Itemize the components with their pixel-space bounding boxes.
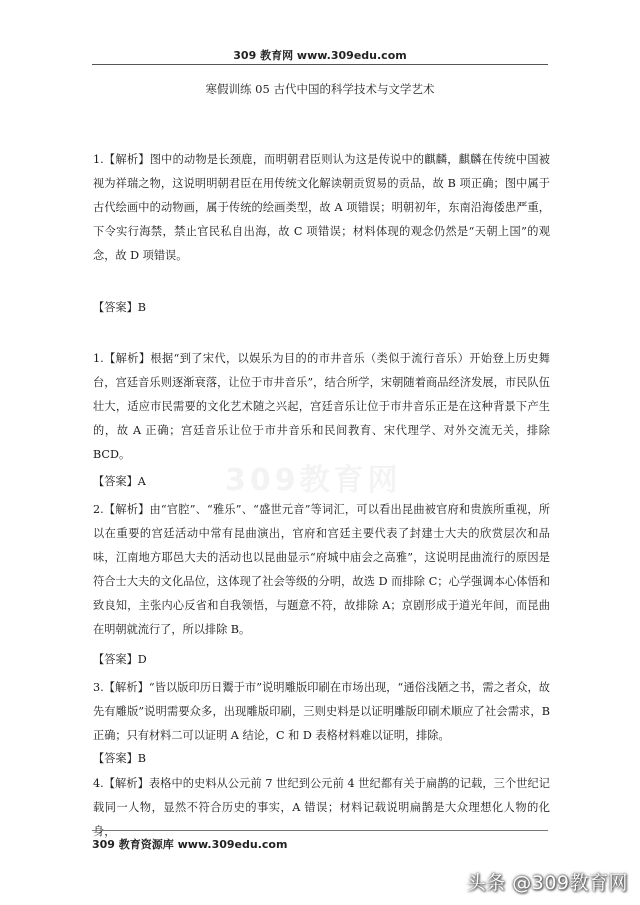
page-footer: 309 教育资源库 www.309edu.com [92,838,288,851]
source-watermark-label: 头条 @309教育网 [466,872,628,894]
answer-set1-q1: 【答案】B [93,301,146,314]
answer-set2-q1: 【答案】A [93,475,146,488]
analysis-paragraph-set2-q1: 1.【解析】根据“到了宋代，以娱乐为目的的市井音乐（类似于流行音乐）开始登上历史舞台，宫廷音乐则逐渐衰落，让位于市井音乐”，结合所学，宋朝随着商品经济发展，市民队伍壮大，适应市民需要的文化艺术随之兴起，宫廷音乐让位于市井音乐正是在这种背景下产生的，故 A 正确；宫廷音乐让位于市井音乐和民间教育、宋代理学、对外交流无关，排除 BCD。 [93,352,550,461]
footer-divider [92,830,548,831]
page-header: 309 教育网 www.309edu.com [233,49,407,62]
document-title: 寒假训练 05 古代中国的科学技术与文学艺术 [205,82,435,96]
header-divider [92,64,548,65]
analysis-paragraph-q3: 3.【解析】“皆以版印历日鬻于市”说明雕版印刷在市场出现，“通俗浅陋之书，需之者众，故先有雕版”说明需要众多，出现雕版印刷，三则史料是以证明雕版印刷术顺应了社会需求，B 正确；只有材料二可以证明 A 结论，C 和 D 表格材料难以证明，排除。 [93,681,550,742]
background-watermark: 309教育网 [225,463,402,498]
analysis-paragraph-q4: 4.【解析】表格中的史料从公元前 7 世纪到公元前 4 世纪都有关于扁鹊的记载，三个世纪记载同一人物，显然不符合历史的事实，A 错误；材料记载说明扁鹊是大众理想化人物的化身， [93,777,550,838]
analysis-paragraph-set1-q1: 1.【解析】图中的动物是长颈鹿，而明朝君臣则认为这是传说中的麒麟，麒麟在传统中国被视为祥瑞之物，这说明明朝君臣在用传统文化解读朝贡贸易的贡品，故 B 项正确；图中属于古代绘画中的动物画，属于传统的绘画类型，故 A 项错误；明朝初年，东南沿海倭患严重，下令实行海禁，禁止官民私自出海，故 C 项错误；材料体现的观念仍然是“天朝上国”的观念，故 D 项错误。 [93,153,550,262]
answer-q3: 【答案】B [93,752,146,765]
analysis-paragraph-q2: 2.【解析】由“官腔”、“雅乐”、“盛世元音”等词汇，可以看出昆曲被官府和贵族所重视，所以在重要的宫廷活动中常有昆曲演出，官府和宫廷主要代表了封建士大夫的欣赏层次和品味，江南地方耶邑大夫的活动也以昆曲显示“府城中庙会之高雅”，这说明昆曲流行的原因是符合士大夫的文化品位，这体现了社会等级的分明，故选 D 而排除 C；心学强调本心体悟和致良知，主张内心反省和自我领悟，与题意不符，故排除 A；京剧形成于道光年间，而昆曲在明朝就流行了，所以排除 B。 [93,503,550,636]
answer-q2: 【答案】D [93,653,147,666]
